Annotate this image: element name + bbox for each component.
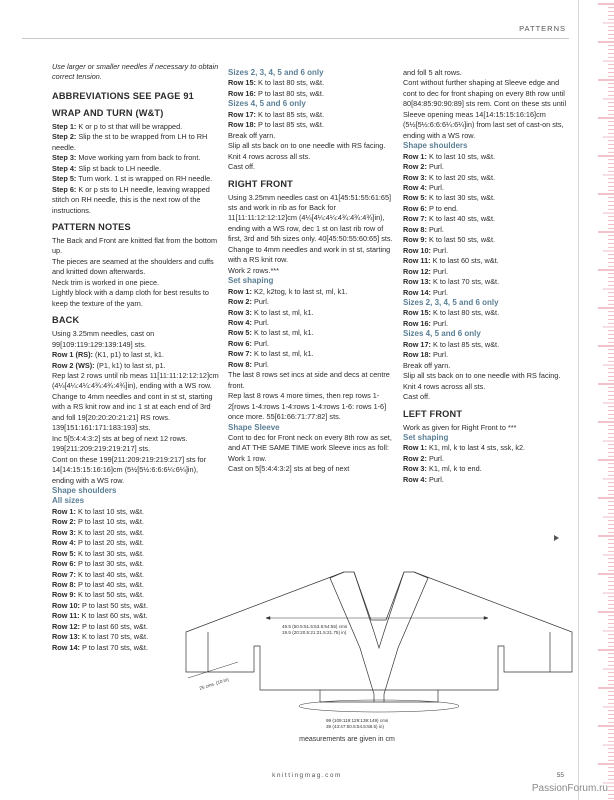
- paragraph: Rep last 2 rows until rib meas 11[11:11:12:12:12]cm (4¼[4¼:4¼:4¾:4¾:4¾]in), ending with a WS row.: [52, 370, 219, 391]
- row-label: Row 10:: [403, 245, 431, 255]
- paragraph: Cont to dec for Front neck on every 8th row as set, and AT THE SAME TIME work Sleeve incs as foll:: [228, 432, 392, 453]
- row-label: Row 7:: [228, 349, 252, 359]
- row-text: K to last 50 sts, w&t.: [75, 590, 145, 600]
- pattern-row: [403, 308, 571, 318]
- row-text: K to last 10 sts, w&t.: [75, 506, 145, 516]
- row-text: Purl.: [430, 350, 449, 360]
- column-3: [403, 68, 571, 485]
- row-label: Row 4:: [52, 538, 76, 548]
- row-text: Turn work. 1 st is wrapped on RH needle.: [76, 174, 213, 184]
- row-label: Row 1:: [228, 286, 252, 296]
- paragraph: Inc 5[5:4:4:3:2] sts at beg of next 12 rows. 199[211:209:219:219:217] sts.: [52, 433, 188, 454]
- paragraph: Slip all sts back on to one needle with RS facing.: [403, 371, 561, 381]
- pattern-row: [52, 164, 220, 174]
- pattern-row: [403, 214, 571, 224]
- pattern-row: [228, 78, 396, 88]
- pattern-row: [228, 89, 396, 99]
- pattern-row: [52, 549, 220, 559]
- row-label: Row 6:: [52, 559, 76, 569]
- row-label: Row 7:: [52, 569, 76, 579]
- row-label: Step 4:: [52, 163, 77, 173]
- header-rule: [22, 38, 569, 39]
- row-text: Purl.: [251, 338, 269, 348]
- pattern-row: [228, 297, 396, 307]
- footer-site: knittingmag.com: [272, 772, 342, 779]
- subheading: Set shaping: [228, 276, 274, 286]
- pattern-row: [403, 246, 571, 256]
- row-text: Move working yarn from back to front.: [76, 153, 201, 163]
- row-label: Row 3:: [403, 464, 427, 474]
- pattern-row: [228, 308, 396, 318]
- row-text: P to last 30 sts, w&t.: [75, 559, 144, 569]
- row-label: Row 5:: [228, 328, 252, 338]
- page-number: 55: [556, 772, 564, 779]
- row-text: P to last 85 sts, w&t.: [255, 120, 324, 130]
- row-label: Row 1:: [403, 443, 427, 453]
- section-label: PATTERNS: [519, 24, 566, 33]
- row-label: Row 8:: [403, 224, 427, 234]
- paragraph: Cont on these 199[211:209:219:219:217] sts for 14[14:15:15:16:16]cm (5½[5½:6:6:6¼:6¼]in), ending with a WS row.: [52, 454, 207, 485]
- row-label: Row 17:: [403, 339, 431, 349]
- subheading: Shape shoulders: [403, 141, 468, 151]
- paragraph: Using 3.25mm needles cast on 41[45:51:55:61:65] sts and work in rib as for Back for 11[11:11:12:12:12]cm (4¼[4¼:4¼:4¾:4¾:4¾]in), ending with a WS row, dec 1 st on last rib row of first, 3rd and 5th sizes only. 40[45:50:55:60:65] sts.: [228, 192, 393, 244]
- row-text: K to last st, ml, k1.: [251, 349, 314, 359]
- row-text: Purl.: [426, 474, 444, 484]
- paragraph: Knit 4 rows across all sts.: [403, 381, 486, 391]
- row-text: P to last 40 sts, w&t.: [75, 580, 144, 590]
- row-text: K to last st, ml, k1.: [251, 328, 314, 338]
- row-text: P to last 80 sts, w&t.: [255, 88, 324, 98]
- row-label: Row 12:: [52, 621, 80, 631]
- hip-label-cm: 99 (109:119:129:139:149) cms: [326, 718, 389, 723]
- paragraph: Neck trim is worked in one piece.: [52, 277, 160, 287]
- pattern-row: [52, 507, 220, 517]
- row-text: K to last 60 sts, w&t.: [79, 611, 148, 621]
- row-label: Row 7:: [403, 214, 427, 224]
- pattern-row: [52, 185, 220, 216]
- pattern-row: [403, 454, 571, 464]
- pattern-row: [403, 256, 571, 266]
- paragraph: Work 1 row.: [228, 453, 267, 463]
- row-text: Purl.: [251, 317, 269, 327]
- pattern-row: [52, 153, 220, 163]
- paragraph: Change to 4mm needles and cont in st st, starting with a RS knit row and inc 1 st at each end of 3rd and foll 19[20:20:20:21:21] RS rows. 139[151:161:171:183:193] sts.: [52, 391, 213, 433]
- pattern-row: [403, 183, 571, 193]
- pattern-row: [403, 235, 571, 245]
- pattern-row: [403, 340, 571, 350]
- pattern-row: [228, 349, 396, 359]
- row-text: K to last 85 sts, w&t.: [430, 339, 500, 349]
- row-label: Row 2:: [403, 162, 427, 172]
- row-label: Row 8:: [52, 580, 76, 590]
- row-text: P to last 20 sts, w&t.: [75, 538, 144, 548]
- hip-label-in: 39 (43:47:50.5:54.5:58.5) in): [326, 724, 384, 729]
- pattern-row: [403, 225, 571, 235]
- row-text: K to last 40 sts, w&t.: [75, 569, 145, 579]
- row-text: P to last 60 sts, w&t.: [79, 621, 148, 631]
- diagram-caption: measurements are given in cm: [299, 736, 395, 743]
- row-text: K to last 70 sts, w&t.: [79, 632, 149, 642]
- row-text: K to last 30 sts, w&t.: [426, 193, 496, 203]
- row-text: Purl.: [426, 162, 444, 172]
- pattern-row: [403, 204, 571, 214]
- row-label: Row 9:: [403, 235, 427, 245]
- row-label: Row 3:: [403, 172, 427, 182]
- row-label: Step 1:: [52, 121, 77, 131]
- paragraph: Slip all sts back on to one needle with RS facing.: [228, 141, 386, 151]
- subheading: Set shaping: [403, 432, 449, 442]
- paragraph: and foll 5 alt rows.: [403, 68, 462, 77]
- row-label: Row 12:: [403, 266, 431, 276]
- row-label: Row 18:: [403, 350, 431, 360]
- row-text: Purl.: [430, 287, 449, 297]
- row-label: Row 6:: [403, 203, 427, 213]
- pattern-row: [228, 328, 396, 338]
- pattern-row: [403, 464, 571, 474]
- row-label: Row 5:: [403, 193, 427, 203]
- row-label: Row 11:: [52, 611, 80, 621]
- pattern-row: [52, 132, 220, 153]
- row-text: (K1, p1) to last st, k1.: [92, 350, 164, 360]
- paragraph: The pieces are seamed at the shoulders and cuffs and knitted down afterwards.: [52, 256, 214, 277]
- row-label: Row 1 (RS):: [52, 350, 93, 360]
- row-text: K to last 80 sts, w&t.: [430, 308, 500, 318]
- pattern-row: [52, 122, 220, 132]
- row-label: Row 15:: [228, 78, 256, 88]
- row-text: Purl.: [426, 224, 444, 234]
- subheading: Shape Sleeve: [228, 422, 280, 432]
- row-label: Row 2:: [403, 453, 427, 463]
- row-label: Row 10:: [52, 600, 80, 610]
- row-text: Purl.: [426, 182, 444, 192]
- paragraph: Break off yarn.: [403, 360, 451, 370]
- pattern-row: [228, 339, 396, 349]
- row-text: Purl.: [251, 297, 269, 307]
- subheading: Sizes 4, 5 and 6 only: [228, 99, 306, 109]
- paragraph: The last 8 rows set incs at side and decs at centre front.: [228, 370, 390, 390]
- pattern-row: [52, 361, 220, 371]
- paragraph: Cast on 5[5:4:4:3:2] sts at beg of next: [228, 464, 350, 474]
- row-label: Row 4:: [228, 317, 252, 327]
- row-label: Row 6:: [228, 338, 252, 348]
- subheading: Shape shoulders: [52, 485, 117, 495]
- row-text: K1, ml, k to last 4 sts, ssk, k2.: [426, 443, 526, 453]
- pattern-row: [52, 538, 220, 548]
- row-text: Slip st back to LH needle.: [76, 163, 162, 173]
- section-heading: LEFT FRONT: [403, 408, 463, 419]
- row-label: Row 1:: [52, 506, 76, 516]
- row-label: Row 13:: [403, 277, 431, 287]
- pattern-row: [403, 319, 571, 329]
- row-text: Purl.: [251, 359, 269, 369]
- pattern-row: [403, 475, 571, 485]
- subheading: Sizes 2, 3, 4, 5 and 6 only: [403, 297, 499, 307]
- row-label: Row 8:: [228, 359, 252, 369]
- pattern-row: [52, 517, 220, 527]
- row-label: Row 16:: [228, 88, 256, 98]
- row-text: P to end.: [426, 203, 459, 213]
- pattern-row: [228, 287, 396, 297]
- row-text: K to last 20 sts, w&t.: [75, 527, 145, 537]
- section-heading: RIGHT FRONT: [228, 178, 293, 189]
- cuff-label: 25 cms. (10 in): [198, 676, 230, 691]
- row-label: Step 2:: [52, 132, 77, 142]
- row-label: Row 2 (WS):: [52, 360, 95, 370]
- column-2: [228, 68, 396, 475]
- pattern-row: [52, 350, 220, 360]
- paragraph: Change to 4mm needles and work in st st, starting with a RS knit row.: [228, 244, 391, 265]
- row-label: Row 3:: [52, 527, 76, 537]
- measuring-tape-icon: [578, 0, 614, 800]
- pattern-row: [403, 277, 571, 287]
- width-label-cm: 49.5 (50.5:51.5:53.5:54:55) cms: [282, 624, 348, 629]
- row-text: K to last 30 sts, w&t.: [75, 548, 145, 558]
- section-heading: PATTERN NOTES: [52, 221, 131, 232]
- row-label: Step 5:: [52, 174, 77, 184]
- row-label: Row 1:: [403, 151, 427, 161]
- row-text: Slip the st to be wrapped from LH to RH needle.: [52, 132, 208, 152]
- row-text: K1, ml, k to end.: [426, 464, 482, 474]
- row-text: K to last 50 sts, w&t.: [426, 235, 496, 245]
- paragraph: Cast off.: [403, 392, 431, 402]
- paragraph: The Back and Front are knitted flat from the bottom up.: [52, 235, 218, 256]
- row-text: K to last 80 sts, w&t.: [255, 78, 325, 88]
- row-label: Row 13:: [52, 632, 80, 642]
- paragraph: Cast off.: [228, 162, 256, 172]
- paragraph: Work 2 rows.***: [228, 265, 279, 275]
- row-text: K or p to st that will be wrapped.: [76, 121, 183, 131]
- paragraph: Work as given for Right Front to ***: [403, 422, 517, 432]
- row-label: Step 6:: [52, 184, 77, 194]
- row-label: Row 2:: [228, 297, 252, 307]
- section-heading: WRAP AND TURN (W&T): [52, 107, 164, 118]
- row-text: K to last 70 sts, w&t.: [430, 277, 500, 287]
- pattern-row: [403, 443, 571, 453]
- row-text: Purl.: [430, 266, 449, 276]
- row-label: Row 17:: [228, 109, 256, 119]
- row-label: Row 18:: [228, 120, 256, 130]
- pattern-row: [228, 360, 396, 370]
- row-label: Row 14:: [52, 642, 80, 652]
- row-label: Row 14:: [403, 287, 431, 297]
- pattern-row: [228, 318, 396, 328]
- row-text: K2, k2tog, k to last st, ml, k1.: [251, 286, 348, 296]
- row-label: Row 9:: [52, 590, 76, 600]
- section-heading: ABBREVIATIONS SEE PAGE 91: [52, 90, 194, 101]
- row-label: Row 3:: [228, 307, 252, 317]
- row-text: K to last 60 sts, w&t.: [430, 256, 499, 266]
- row-label: Row 2:: [52, 517, 76, 527]
- row-text: K to last st, ml, k1.: [251, 307, 314, 317]
- row-text: P to last 70 sts, w&t.: [79, 642, 148, 652]
- width-label-in: 19.5 (20:20.5:21:21.5:21.75) in): [282, 630, 347, 635]
- pattern-row: [403, 288, 571, 298]
- row-label: Row 15:: [403, 308, 431, 318]
- row-text: P to last 10 sts, w&t.: [75, 517, 144, 527]
- paragraph: Lightly block with a damp cloth for best results to keep the texture of the yarn.: [52, 288, 209, 308]
- garment-schematic: [178, 562, 580, 730]
- row-text: K or p sts to LH needle, leaving wrapped stitch on RH needle, this is the next row of the instructions.: [52, 184, 210, 215]
- row-label: Step 3:: [52, 153, 77, 163]
- pattern-row: [403, 173, 571, 183]
- pattern-row: [403, 162, 571, 172]
- subheading: Sizes 2, 3, 4, 5 and 6 only: [228, 68, 324, 77]
- row-text: K to last 40 sts, w&t.: [426, 214, 496, 224]
- paragraph: Break off yarn.: [228, 130, 276, 140]
- row-label: Row 4:: [403, 474, 427, 484]
- pattern-row: [403, 193, 571, 203]
- paragraph: Knit 4 rows across all sts.: [228, 151, 311, 161]
- intro-note: Use larger or smaller needles if necessary to obtain correct tension.: [52, 62, 219, 82]
- row-text: K to last 85 sts, w&t.: [255, 109, 325, 119]
- row-text: Purl.: [426, 453, 444, 463]
- row-text: K to last 10 sts, w&t.: [426, 151, 496, 161]
- pattern-row: [52, 528, 220, 538]
- row-label: Row 11:: [403, 256, 431, 266]
- pattern-row: [403, 152, 571, 162]
- paragraph: Using 3.25mm needles, cast on 99[109:119:129:139:149] sts.: [52, 329, 155, 349]
- row-label: Row 4:: [403, 182, 427, 192]
- subheading: All sizes: [52, 496, 85, 506]
- section-heading: BACK: [52, 315, 80, 326]
- row-label: Row 16:: [403, 318, 431, 328]
- watermark: PassionForum.ru: [531, 783, 608, 794]
- continue-arrow-icon: [554, 535, 559, 541]
- row-text: K to last 20 sts, w&t.: [426, 172, 496, 182]
- pattern-row: [52, 174, 220, 184]
- row-text: P to last 50 sts, w&t.: [79, 600, 148, 610]
- pattern-row: [228, 110, 396, 120]
- row-text: Purl.: [430, 245, 449, 255]
- subheading: Sizes 4, 5 and 6 only: [403, 329, 481, 339]
- paragraph: Cont without further shaping at Sleeve edge and cont to dec for front shaping on every 8th row until 80[84:85:90:90:89] sts rem. Cont on these sts until Sleeve opening meas 14[14:15:15:16:16]cm (5½[5½:6:6:6¼:6¼]in) from last set of cast-on sts, ending with a WS row.: [403, 78, 567, 140]
- paragraph: Rep last 8 rows 4 more times, then rep rows 1-2[rows 1-4:rows 1-4:rows 1-4:rows 1-6: rows 1-6] once more. 55[61:66:71:77:82] sts.: [228, 391, 387, 422]
- pattern-row: [403, 267, 571, 277]
- row-label: Row 5:: [52, 548, 76, 558]
- pattern-row: [403, 350, 571, 360]
- row-text: (P1, k1) to last st, p1.: [94, 360, 166, 370]
- row-text: Purl.: [430, 318, 449, 328]
- pattern-row: [228, 120, 396, 130]
